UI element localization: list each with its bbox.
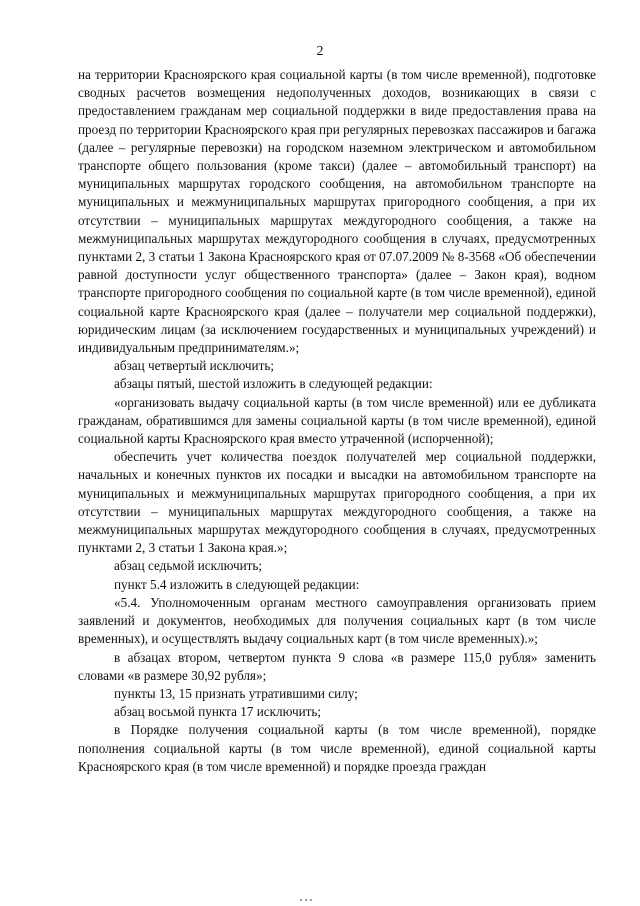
footer-scan-mark <box>300 888 340 892</box>
paragraph-amend-clause-9: в абзацах втором, четвертом пункта 9 слова «в размере 115,0 рубля» заменить словами «в размере 30,92 рубля»; <box>78 649 596 683</box>
paragraph-amend-fifth-sixth: абзацы пятый, шестой изложить в следующей редакции: <box>114 376 433 392</box>
scan-dot <box>310 899 312 901</box>
paragraph-exclude-clause-17: абзац восьмой пункта 17 исключить; <box>114 704 322 720</box>
paragraph-organize-issuance: «организовать выдачу социальной карты (в том числе временной) или ее дубликата гражданам, обратившимся для замены социальной карты (в том числе временной), единой социальной карты Красноярского края вместо утраченной (испорченной); <box>78 394 596 447</box>
paragraph-clause-5-4: «5.4. Уполномоченным органам местного самоуправления организовать прием заявлений и документов, необходимых для получения социальных карт (в том числе временных), и осуществлять выдачу социальных карт (в том числе временных).»; <box>78 594 596 647</box>
paragraph-exclude-fourth: абзац четвертый исключить; <box>114 358 275 374</box>
paragraph-exclude-seventh: абзац седьмой исключить; <box>114 558 263 574</box>
paragraph-repeal-13-15: пункты 13, 15 признать утратившими силу; <box>114 685 358 701</box>
page-number: 2 <box>316 44 324 59</box>
paragraph-amend-5-4: пункт 5.4 изложить в следующей редакции: <box>114 576 360 592</box>
scan-dot <box>300 899 302 901</box>
paragraph-ensure-accounting: обеспечить учет количества поездок получателей мер социальной поддержки, начальных и конечных пунктов их посадки и высадки на автомобильном транспорте на муниципальных и межмуниципальных маршрутах пригородного сообщения, а при их отсутствии – муниципальных маршрутах междугородного сообщения, а также на межмуниципальных маршрутах междугородного сообщения в случаях, предусмотренных пунктами 2, 3 статьи 1 Закона края.»; <box>78 449 596 556</box>
paragraph-continuation: на территории Красноярского края социальной карты (в том числе временной), подготовке сводных расчетов возмещения недополученных доходов, возникающих в связи с предоставлением гражданам мер социальной поддержки в виде предоставления права на проезд по территории Красноярского края при регулярных перевозках пассажиров и багажа (далее – регулярные перевозки) на городском наземном электрическом и автомобильном транспорте общего пользования (кроме такси) (далее – автомобильный транспорт) на муниципальных маршрутах городского сообщения, на автомобильном транспорте на муниципальных и межмуниципальных маршрутах пригородного сообщения, а при их отсутствии – муниципальных маршрутах междугородного сообщения, а также на межмуниципальных маршрутах междугородного сообщения в случаях, предусмотренных пунктами 2, 3 статьи 1 Закона Красноярского края от 07.07.2009 № 8-3568 «Об обеспечении равной доступности услуг общественного транспорта» (далее – Закон края), водном транспорте пригородного сообщения по социальной карте (в том числе временной), единой социальной карте Красноярского края (далее – получатели мер социальной поддержки), юридическим лицам (за исключением государственных и муниципальных учреждений) и индивидуальным предпринимателям.»; <box>78 67 596 356</box>
document-body <box>78 66 596 776</box>
scan-dot <box>305 899 307 901</box>
paragraph-procedure: в Порядке получения социальной карты (в том числе временной), порядке пополнения социальной карты (в том числе временной), единой социальной карты Красноярского края (в том числе временной) и порядке проезда граждан <box>78 722 596 774</box>
